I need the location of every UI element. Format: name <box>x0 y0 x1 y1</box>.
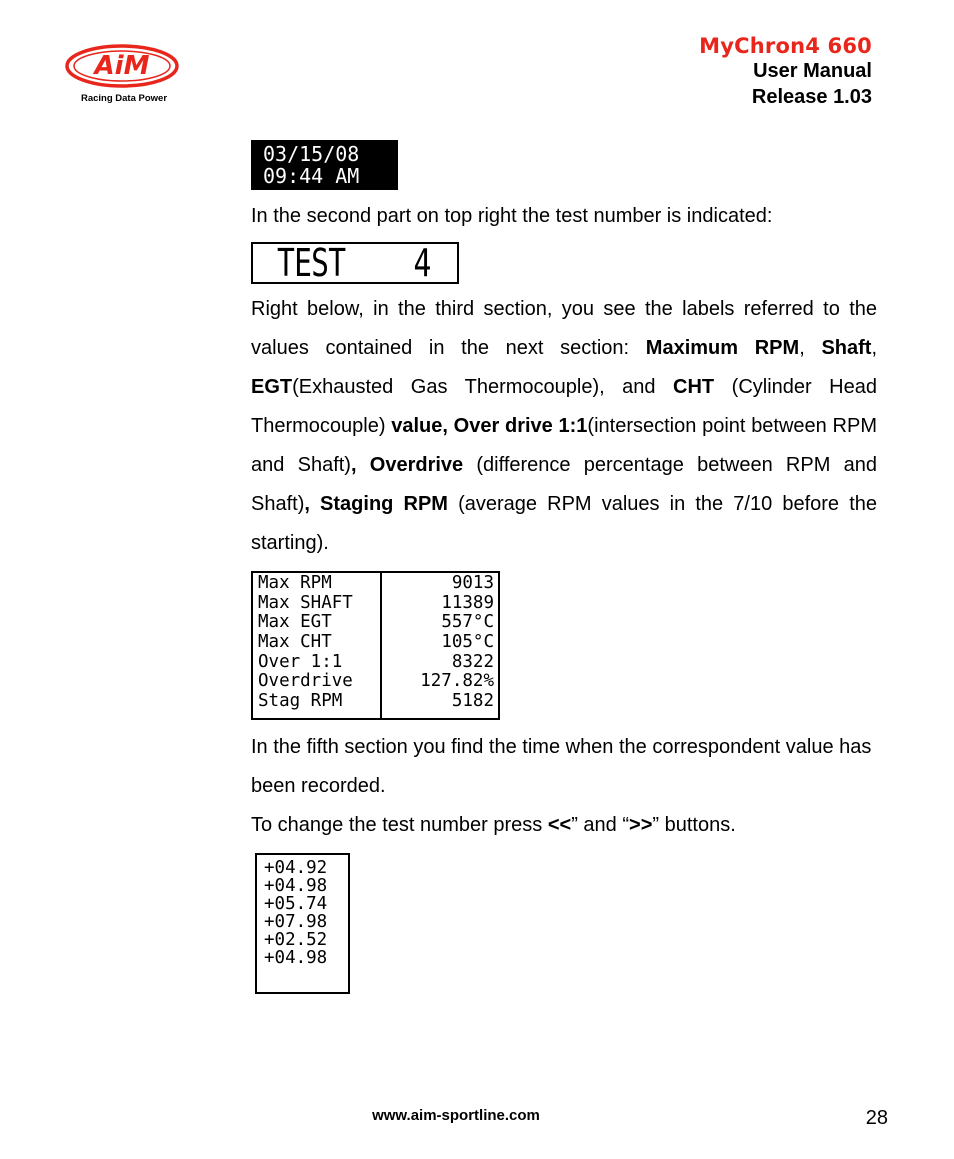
date-value: 03/15/08 <box>263 142 360 166</box>
time-row: +05.74 <box>264 894 328 914</box>
paragraph-labels <box>251 290 877 563</box>
document-header <box>699 34 872 110</box>
paragraph-fifth-section: In the fifth section you find the time when the correspondent value has been recorded. <box>251 736 872 797</box>
text-run: (difference percentage between RPM and Shaft) <box>251 454 877 515</box>
time-row: +07.98 <box>264 912 328 932</box>
datetime-display <box>251 140 398 190</box>
max-values-display <box>251 571 500 720</box>
row-value: 127.82% <box>420 671 494 692</box>
manual-title: User Manual <box>753 60 872 82</box>
row-label: Over 1:1 <box>258 651 343 672</box>
logo-tagline: Racing Data Power <box>80 93 168 104</box>
text-run: ” buttons. <box>652 814 736 836</box>
row-value: 557°C <box>441 612 494 633</box>
bold-run: Maximum RPM <box>645 337 800 359</box>
row-label: Max EGT <box>258 612 332 633</box>
values-column <box>382 573 498 718</box>
text-run: Right below, in the third section, you see the labels referred to the values contained in the next section: <box>251 298 877 359</box>
product-name: MyChron4 660 <box>699 34 872 58</box>
aim-logo <box>64 40 184 110</box>
row-value: 11389 <box>441 592 494 613</box>
row-value: 8322 <box>451 651 494 672</box>
row-value: 105°C <box>441 632 494 653</box>
bold-run: CHT <box>673 376 715 398</box>
row-label: Max CHT <box>258 632 332 653</box>
text-run: , <box>799 337 822 359</box>
labels-column <box>253 573 382 718</box>
text-run: To change the test number press <box>251 814 548 836</box>
times-display <box>255 853 350 994</box>
row-value: 9013 <box>451 573 494 593</box>
row-label: Overdrive <box>258 671 353 692</box>
page-number: 28 <box>865 1107 888 1129</box>
bold-run: EGT <box>251 376 293 398</box>
bold-run: , Staging RPM <box>304 493 448 515</box>
text-run: (average RPM values in the 7/10 before the starting). <box>251 493 877 554</box>
row-label: Max RPM <box>258 573 332 593</box>
footer-url: www.aim-sportline.com <box>372 1107 540 1124</box>
text-run: (intersection point between RPM and Shaft) <box>251 415 877 476</box>
aim-logo-text: AiM <box>94 51 150 81</box>
time-row: +04.92 <box>264 858 328 878</box>
text-run: ” and “ <box>571 814 630 836</box>
bold-run: , Overdrive <box>350 454 464 476</box>
test-number-display <box>251 242 459 284</box>
row-label: Max SHAFT <box>258 592 353 613</box>
time-row: +04.98 <box>264 876 328 896</box>
bold-run: value, Over drive 1:1 <box>391 415 588 437</box>
bold-run: << <box>547 814 572 836</box>
time-row: +02.52 <box>264 930 328 950</box>
bold-run: Shaft <box>821 337 872 359</box>
text-run: , <box>871 337 877 359</box>
text-run: (Exhausted Gas Thermocouple), and <box>292 376 674 398</box>
paragraph-change-test <box>251 806 877 845</box>
time-value: 09:44 AM <box>263 164 360 188</box>
text-run: (Cylinder Head Thermocouple) <box>251 376 877 437</box>
paragraph-test-number: In the second part on top right the test number is indicated: <box>251 205 773 227</box>
row-label: Stag RPM <box>258 691 343 712</box>
aim-logo-graphic <box>64 40 184 92</box>
row-value: 5182 <box>451 691 494 712</box>
release-version: Release 1.03 <box>751 86 872 108</box>
time-row: +04.98 <box>264 948 328 968</box>
bold-run: >> <box>629 814 653 836</box>
test-number-text: TEST 4 <box>277 241 431 285</box>
